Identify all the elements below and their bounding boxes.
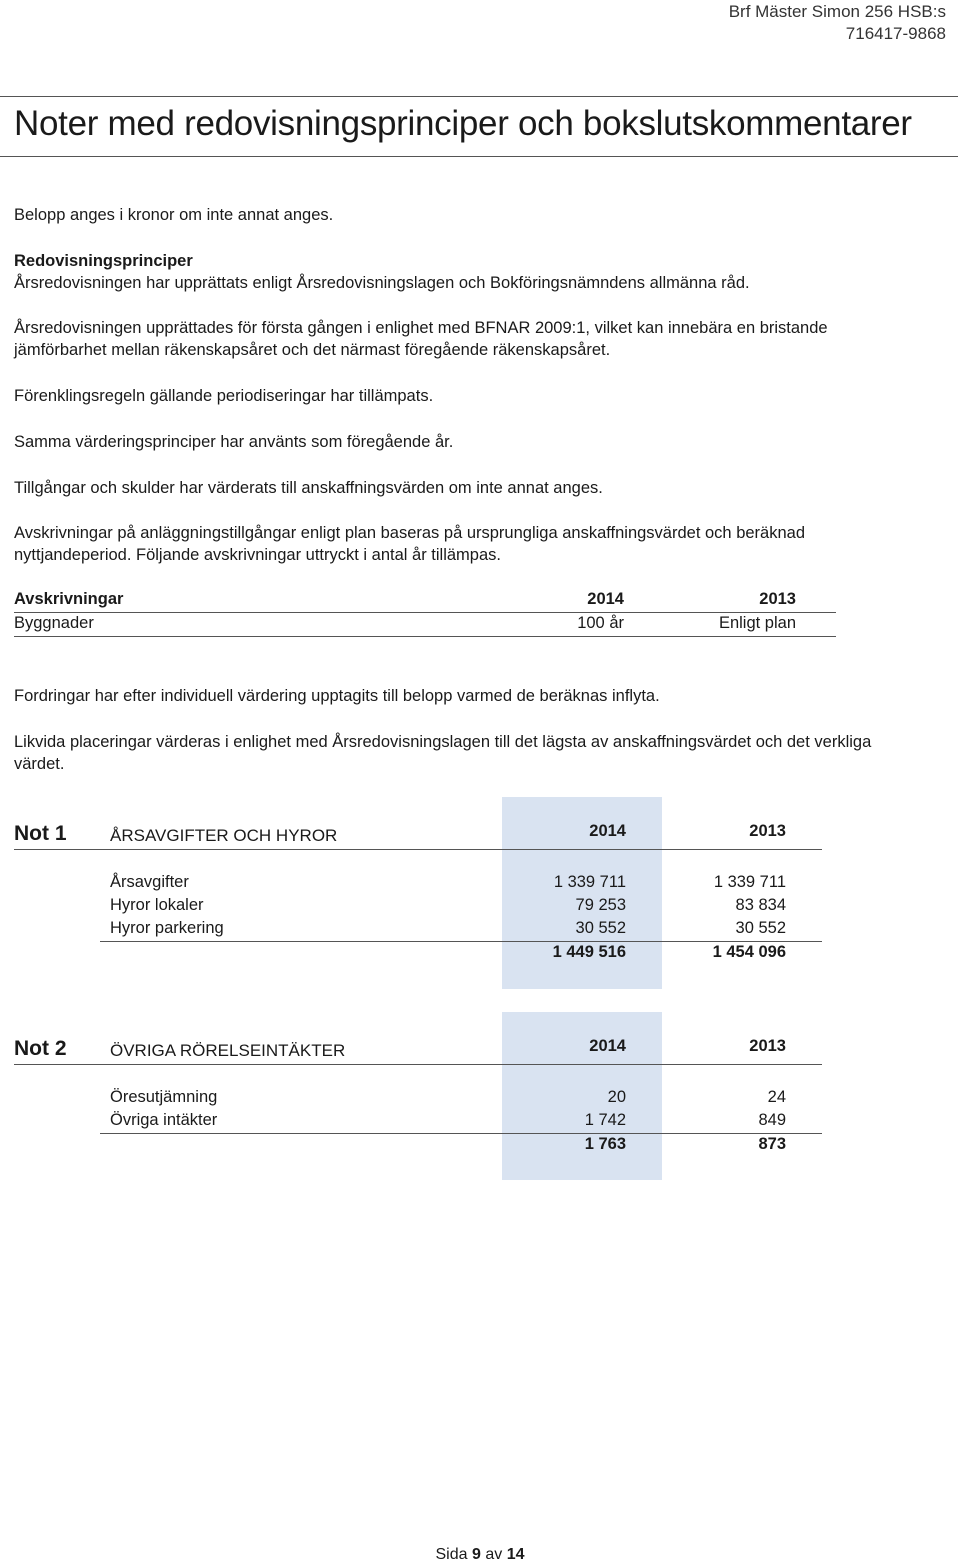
note2-total-2014: 1 763 xyxy=(584,1135,626,1153)
liquid-investments-line1: Likvida placeringar värderas i enlighet med Årsredovisningslagen till det lägsta av anskaffningsvärdet och det verkliga xyxy=(14,733,872,751)
page-footer xyxy=(0,1546,960,1564)
note1-row-2013: 1 339 711 xyxy=(713,873,786,891)
note1-row-label: Hyror lokaler xyxy=(110,896,204,914)
depreciation-bottom-rule xyxy=(14,636,836,637)
note1-total-rule xyxy=(100,941,822,942)
footer-page-number: 9 xyxy=(471,1546,481,1563)
note1-col-2014: 2014 xyxy=(589,822,626,840)
depreciation-header-2014: 2014 xyxy=(587,590,624,608)
org-number: 716417-9868 xyxy=(845,24,946,43)
note1-col-2013: 2013 xyxy=(749,822,786,840)
note1-row-2014: 1 339 711 xyxy=(553,873,626,891)
principles-p2-line1: Årsredovisningen upprättades för första gången i enlighet med BFNAR 2009:1, vilket kan innebära en bristande xyxy=(14,319,828,337)
note1-row-label: Hyror parkering xyxy=(110,919,224,937)
note2-number: Not 2 xyxy=(14,1037,67,1060)
note2-total-rule xyxy=(100,1133,822,1134)
principles-p5: Tillgångar och skulder har värderats till anskaffningsvärden om inte annat anges. xyxy=(14,479,603,497)
depreciation-row-2013: Enligt plan xyxy=(718,614,796,632)
depreciation-row-label: Byggnader xyxy=(14,614,94,632)
note2-title: ÖVRIGA RÖRELSEINTÄKTER xyxy=(110,1041,346,1060)
note2-row-2014: 20 xyxy=(607,1088,626,1106)
depreciation-header-label: Avskrivningar xyxy=(14,590,124,608)
note2-col-2014: 2014 xyxy=(589,1037,626,1055)
principles-p6-line2: nyttjandeperiod. Följande avskrivningar uttryckt i antal år tillämpas. xyxy=(14,546,501,564)
title-bottom-rule xyxy=(0,156,958,157)
note1-row-label: Årsavgifter xyxy=(110,873,189,891)
note1-total-2014: 1 449 516 xyxy=(552,943,626,961)
principles-p6-line1: Avskrivningar på anläggningstillgångar enligt plan baseras på ursprungliga anskaffningsvärdet och beräknad xyxy=(14,524,805,542)
note1-row-2014: 30 552 xyxy=(575,919,626,937)
page-title: Noter med redovisningsprinciper och bokslutskommentarer xyxy=(14,104,912,143)
depreciation-header-2013: 2013 xyxy=(759,590,796,608)
title-top-rule xyxy=(0,96,958,97)
note1-header-rule xyxy=(14,849,822,850)
note2-header-rule xyxy=(14,1064,822,1065)
note2-col-2013: 2013 xyxy=(749,1037,786,1055)
note1-number: Not 1 xyxy=(14,822,67,845)
note1-row-2014: 79 253 xyxy=(575,896,626,914)
principles-p2-line2: jämförbarhet mellan räkenskapsåret och det närmast föregående räkenskapsåret. xyxy=(14,341,611,359)
note1-row-2013: 30 552 xyxy=(735,919,786,937)
org-name: Brf Mäster Simon 256 HSB:s xyxy=(728,2,946,21)
intro-text: Belopp anges i kronor om inte annat anges. xyxy=(14,206,334,224)
principles-p1: Årsredovisningen har upprättats enligt Årsredovisningslagen och Bokföringsnämndens allmänna råd. xyxy=(14,274,750,292)
note1-title: ÅRSAVGIFTER OCH HYROR xyxy=(110,826,338,845)
note1-total-2013: 1 454 096 xyxy=(712,943,786,961)
footer-total-pages: 14 xyxy=(506,1546,525,1563)
depreciation-row-2014: 100 år xyxy=(577,614,624,632)
footer-prefix: Sida xyxy=(435,1546,468,1563)
note2-row-2013: 849 xyxy=(758,1111,786,1129)
footer-of: av xyxy=(485,1546,503,1563)
receivables-text: Fordringar har efter individuell värdering upptagits till belopp varmed de beräknas inflyta. xyxy=(14,687,660,705)
note2-total-2013: 873 xyxy=(758,1135,786,1153)
note2-row-label: Övriga intäkter xyxy=(110,1111,218,1129)
note2-row-label: Öresutjämning xyxy=(110,1088,218,1106)
note1-row-2013: 83 834 xyxy=(735,896,786,914)
note2-row-2014: 1 742 xyxy=(584,1111,626,1129)
note2-row-2013: 24 xyxy=(767,1088,786,1106)
liquid-investments-line2: värdet. xyxy=(14,755,65,773)
principles-p3: Förenklingsregeln gällande periodiseringar har tillämpats. xyxy=(14,387,434,405)
depreciation-header-rule xyxy=(14,612,836,613)
principles-p4: Samma värderingsprinciper har använts som föregående år. xyxy=(14,433,454,451)
principles-heading: Redovisningsprinciper xyxy=(14,252,193,270)
